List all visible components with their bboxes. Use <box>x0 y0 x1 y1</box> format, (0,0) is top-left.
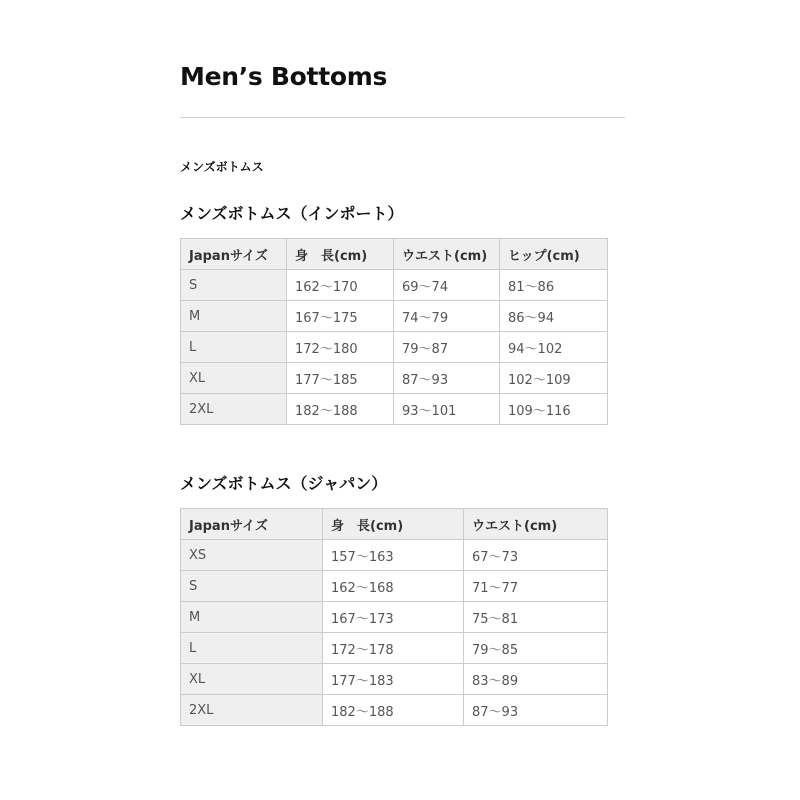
hip-cell: 86〜94 <box>500 301 608 332</box>
size-cell: XL <box>181 664 323 695</box>
hip-cell: 102〜109 <box>500 363 608 394</box>
table-header-row <box>181 239 608 270</box>
height-cell: 182〜188 <box>287 394 394 425</box>
header-waist: ウエスト(cm) <box>464 509 608 540</box>
height-cell: 182〜188 <box>323 695 464 726</box>
waist-cell: 93〜101 <box>394 394 500 425</box>
height-cell: 172〜178 <box>323 633 464 664</box>
waist-cell: 87〜93 <box>464 695 608 726</box>
height-cell: 177〜183 <box>323 664 464 695</box>
header-japan-size: Japanサイズ <box>181 509 323 540</box>
table-row <box>181 301 608 332</box>
japan-size-table <box>180 508 608 726</box>
height-cell: 157〜163 <box>323 540 464 571</box>
size-cell: L <box>181 633 323 664</box>
waist-cell: 83〜89 <box>464 664 608 695</box>
title-divider <box>180 117 625 118</box>
page-subtitle: メンズボトムス <box>180 160 264 174</box>
waist-cell: 67〜73 <box>464 540 608 571</box>
size-cell: 2XL <box>181 695 323 726</box>
header-waist: ウエスト(cm) <box>394 239 500 270</box>
header-japan-size: Japanサイズ <box>181 239 287 270</box>
table-row <box>181 363 608 394</box>
hip-cell: 81〜86 <box>500 270 608 301</box>
height-cell: 172〜180 <box>287 332 394 363</box>
waist-cell: 69〜74 <box>394 270 500 301</box>
waist-cell: 79〜85 <box>464 633 608 664</box>
size-cell: M <box>181 301 287 332</box>
table-row <box>181 571 608 602</box>
waist-cell: 75〜81 <box>464 602 608 633</box>
table-row <box>181 540 608 571</box>
waist-cell: 71〜77 <box>464 571 608 602</box>
table-row <box>181 602 608 633</box>
waist-cell: 74〜79 <box>394 301 500 332</box>
size-cell: XL <box>181 363 287 394</box>
japan-section-heading: メンズボトムス（ジャパン） <box>180 474 388 493</box>
table-row <box>181 695 608 726</box>
waist-cell: 87〜93 <box>394 363 500 394</box>
table-row <box>181 332 608 363</box>
size-cell: M <box>181 602 323 633</box>
hip-cell: 109〜116 <box>500 394 608 425</box>
header-height: 身 長(cm) <box>287 239 394 270</box>
size-cell: 2XL <box>181 394 287 425</box>
height-cell: 167〜173 <box>323 602 464 633</box>
table-header-row <box>181 509 608 540</box>
size-cell: S <box>181 571 323 602</box>
height-cell: 177〜185 <box>287 363 394 394</box>
table-row <box>181 633 608 664</box>
header-hip: ヒップ(cm) <box>500 239 608 270</box>
size-cell: S <box>181 270 287 301</box>
header-height: 身 長(cm) <box>323 509 464 540</box>
size-cell: XS <box>181 540 323 571</box>
height-cell: 162〜170 <box>287 270 394 301</box>
size-cell: L <box>181 332 287 363</box>
page-title: Men’s Bottoms <box>180 62 388 91</box>
table-row <box>181 394 608 425</box>
table-row <box>181 270 608 301</box>
table-row <box>181 664 608 695</box>
height-cell: 162〜168 <box>323 571 464 602</box>
hip-cell: 94〜102 <box>500 332 608 363</box>
height-cell: 167〜175 <box>287 301 394 332</box>
import-section-heading: メンズボトムス（インポート） <box>180 204 404 223</box>
waist-cell: 79〜87 <box>394 332 500 363</box>
import-size-table <box>180 238 608 425</box>
